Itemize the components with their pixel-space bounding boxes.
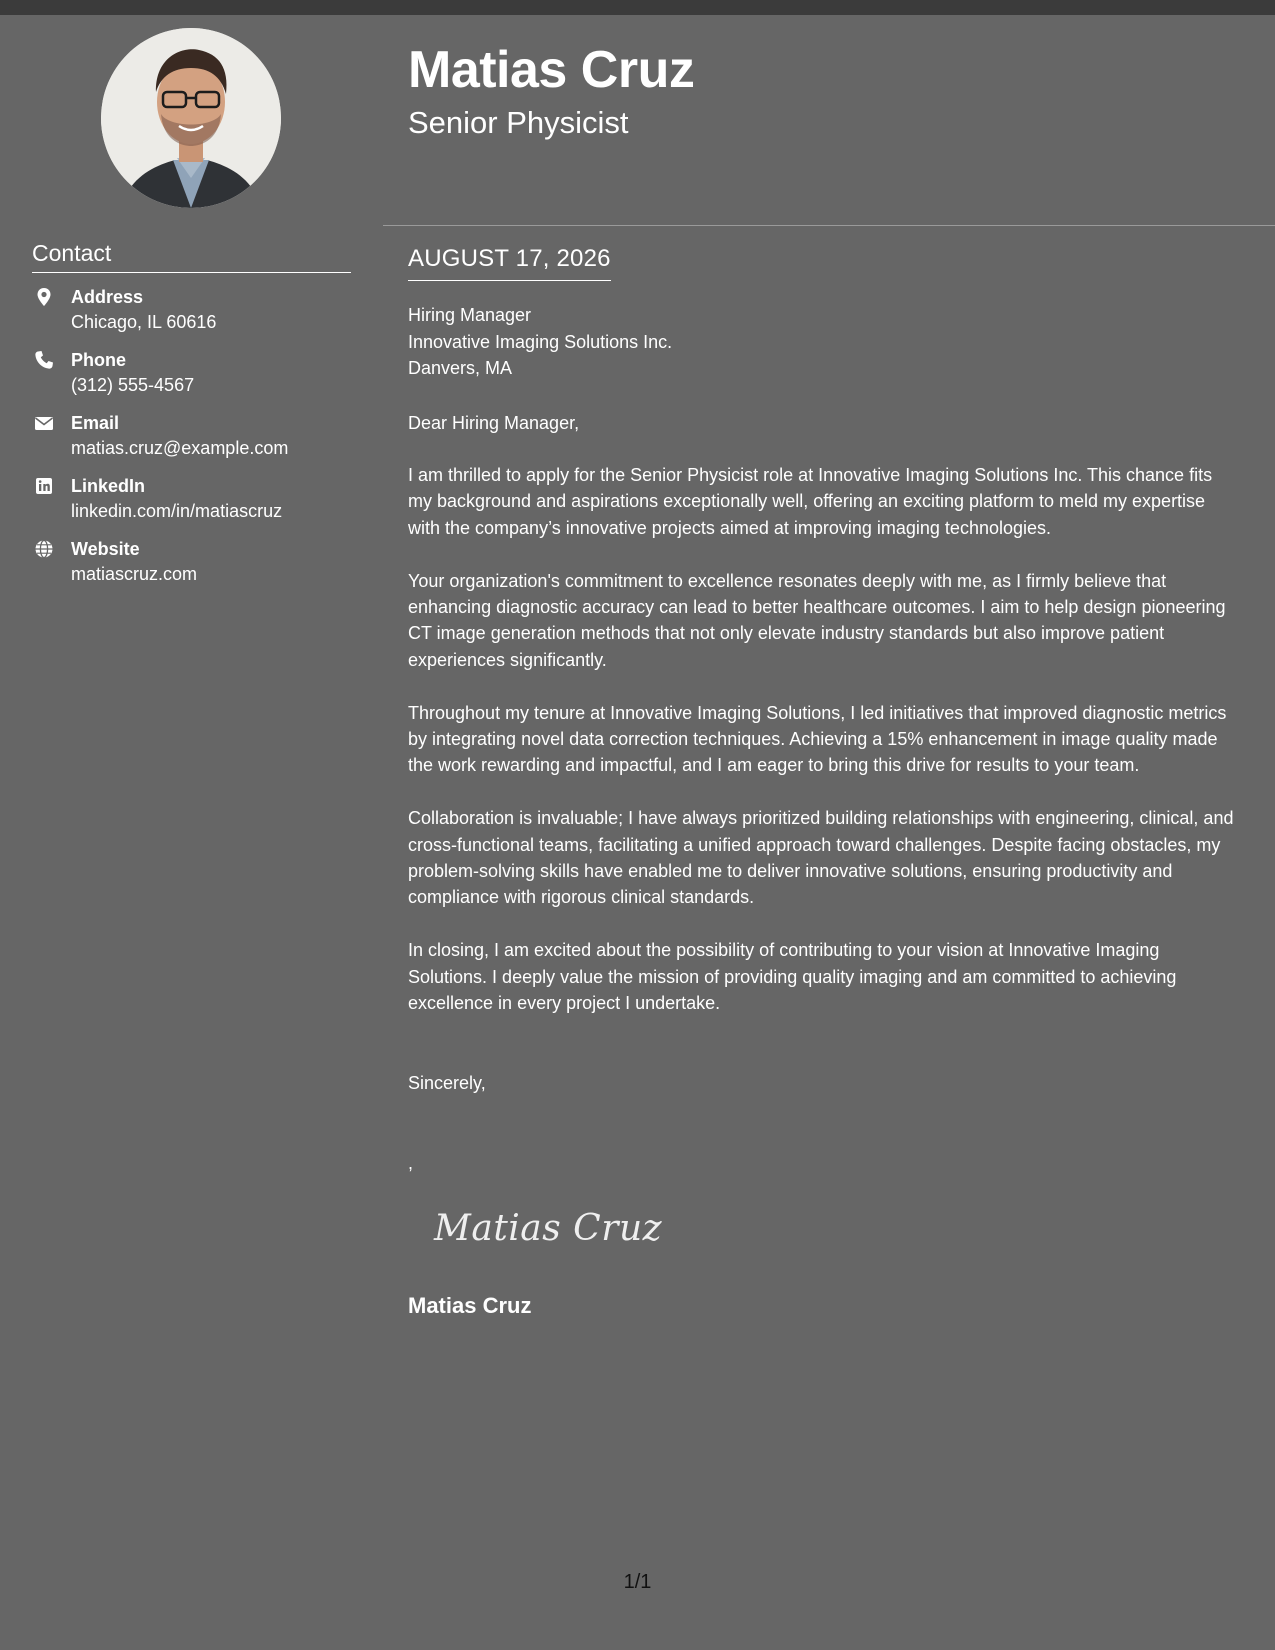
body-paragraph: Throughout my tenure at Innovative Imaging Solutions, I led initiatives that improved diagnostic metrics by integrating novel data correction techniques. Achieving a 15% enhancement in image quality made the work rewarding and impactful, and I am eager to bring this drive for results to your team. (408, 702, 1227, 776)
contact-value[interactable]: matias.cruz@example.com (71, 438, 289, 458)
contact-label: Phone (71, 350, 127, 370)
contact-value[interactable]: linkedin.com/in/matiascruz (71, 501, 283, 521)
contact-heading: Contact (32, 240, 351, 273)
globe-icon (34, 539, 54, 559)
top-bar (0, 0, 1275, 15)
salutation: Dear Hiring Manager, (408, 413, 580, 433)
profile-photo (101, 28, 281, 208)
contact-value[interactable]: matiascruz.com (71, 564, 198, 584)
contact-address (32, 286, 352, 349)
body-paragraph: Collaboration is invaluable; I have always prioritized building relationships with engineering, clinical, and cross-functional teams, facilitating a unified approach toward challenges. Despite facing obstacles, my problem-solving skills have enabled me to deliver innovative solutions, ensuring productivity and compliance with rigorous clinical standards. (408, 808, 1234, 908)
comma-line: , (408, 1153, 414, 1173)
contact-value: (312) 555-4567 (71, 375, 195, 395)
phone-icon (34, 350, 54, 370)
page-number: 1/1 (623, 1571, 652, 1593)
contact-email (32, 412, 352, 475)
candidate-name: Matias Cruz (408, 41, 695, 99)
contact-value: Chicago, IL 60616 (71, 312, 217, 332)
contact-list (32, 286, 352, 601)
linkedin-icon (34, 476, 54, 496)
contact-label: LinkedIn (71, 476, 146, 496)
candidate-role: Senior Physicist (408, 105, 629, 140)
closing: Sincerely, (408, 1073, 486, 1093)
body-paragraph: In closing, I am excited about the possibility of contributing to your vision at Innovative Imaging Solutions. I deeply value the mission of providing quality imaging and am committed to achieving excellence in every project I undertake. (408, 940, 1177, 1014)
recipient-block (408, 302, 672, 382)
contact-linkedin (32, 475, 352, 538)
contact-label: Website (71, 539, 140, 559)
recipient-line: Danvers, MA (408, 358, 513, 378)
signer-name: Matias Cruz (408, 1293, 532, 1318)
recipient-line: Innovative Imaging Solutions Inc. (408, 331, 673, 352)
handwritten-signature: Matias Cruz (434, 1208, 663, 1249)
contact-label: Email (71, 413, 120, 433)
recipient-line: Hiring Manager (408, 305, 532, 325)
contact-label: Address (71, 287, 144, 307)
map-pin-icon (34, 287, 54, 307)
contact-phone (32, 349, 352, 412)
contact-website (32, 538, 352, 601)
letter-date: AUGUST 17, 2026 (408, 244, 611, 281)
body-paragraph: I am thrilled to apply for the Senior Physicist role at Innovative Imaging Solutions Inc. This chance fits my background and aspirations exceptionally well, offering an exciting platform to meld my expertise with the company’s innovative projects aimed at improving imaging technologies. (408, 465, 1213, 538)
letter-body (408, 462, 1238, 1043)
envelope-icon (34, 413, 54, 433)
header-divider (383, 225, 1275, 226)
body-paragraph: Your organization's commitment to excellence resonates deeply with me, as I firmly believe that enhancing diagnostic accuracy can lead to better healthcare outcomes. I aim to help design pioneering CT image generation methods that not only elevate industry standards but also improve patient experiences significantly. (408, 570, 1226, 670)
